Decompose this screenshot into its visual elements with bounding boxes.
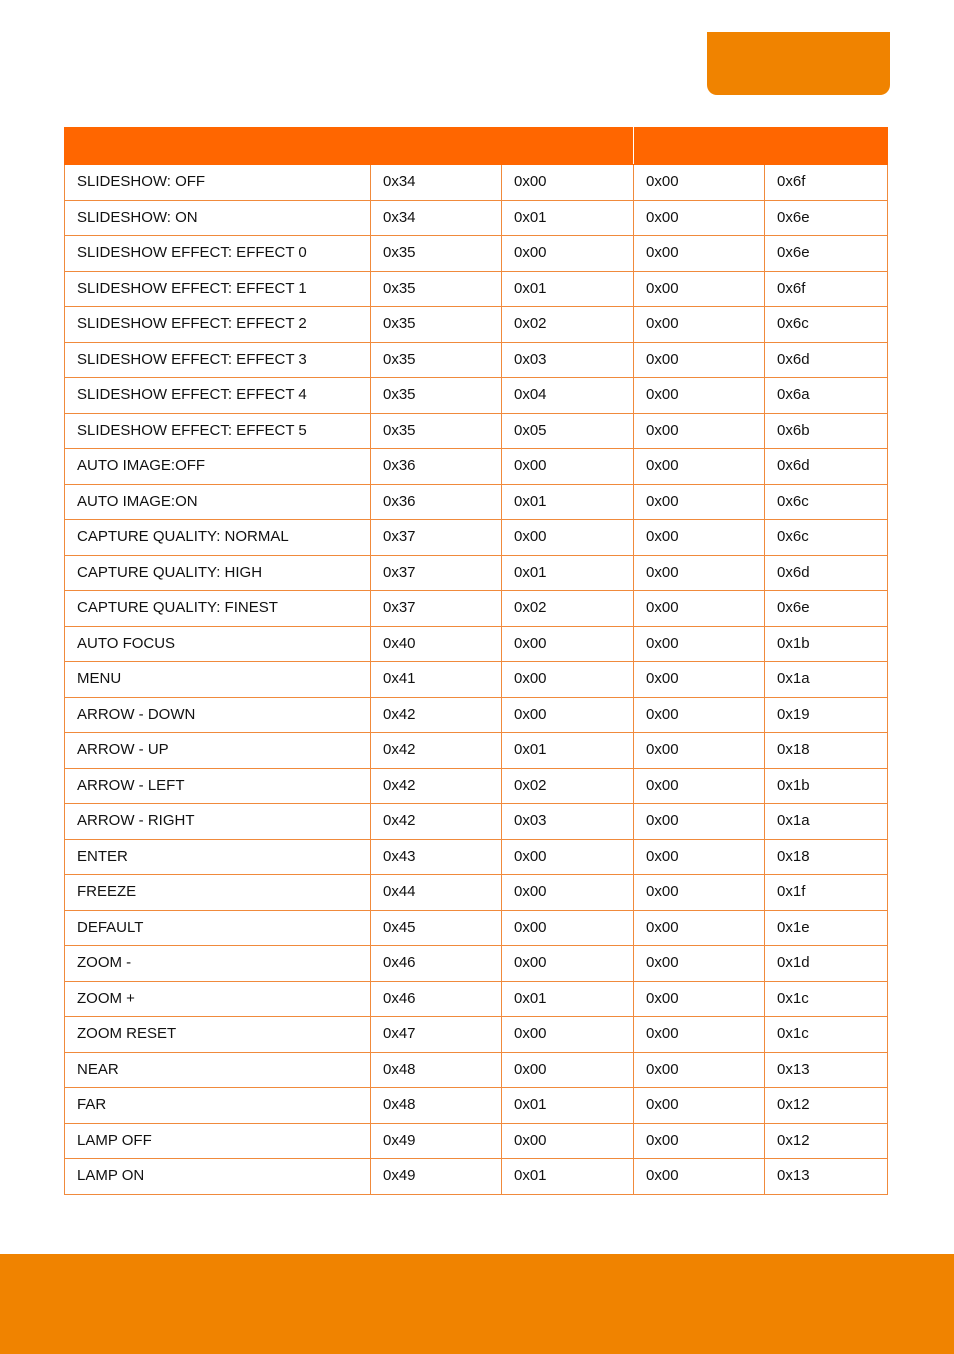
code-cell: 0x00 <box>502 839 634 875</box>
code-cell: 0x1c <box>765 1017 888 1053</box>
code-cell: 0x18 <box>765 839 888 875</box>
table-row <box>65 591 888 627</box>
table-row <box>65 342 888 378</box>
table-row <box>65 555 888 591</box>
command-name-cell: AUTO IMAGE:ON <box>65 484 371 520</box>
code-cell: 0x46 <box>371 981 502 1017</box>
table-row <box>65 413 888 449</box>
code-cell: 0x00 <box>634 768 765 804</box>
code-cell: 0x05 <box>502 413 634 449</box>
code-cell: 0x00 <box>634 697 765 733</box>
code-cell: 0x00 <box>502 1123 634 1159</box>
code-cell: 0x00 <box>502 165 634 201</box>
code-cell: 0x12 <box>765 1123 888 1159</box>
code-cell: 0x6f <box>765 165 888 201</box>
code-cell: 0x6c <box>765 484 888 520</box>
code-cell: 0x35 <box>371 236 502 272</box>
code-cell: 0x12 <box>765 1088 888 1124</box>
code-cell: 0x00 <box>502 910 634 946</box>
page-tab <box>707 32 890 95</box>
command-name-cell: ARROW - RIGHT <box>65 804 371 840</box>
command-name-cell: NEAR <box>65 1052 371 1088</box>
table-row <box>65 626 888 662</box>
code-cell: 0x35 <box>371 378 502 414</box>
code-cell: 0x37 <box>371 520 502 556</box>
code-cell: 0x43 <box>371 839 502 875</box>
code-cell: 0x00 <box>634 591 765 627</box>
code-cell: 0x6d <box>765 342 888 378</box>
code-cell: 0x01 <box>502 1159 634 1195</box>
code-cell: 0x35 <box>371 271 502 307</box>
command-name-cell: ZOOM - <box>65 946 371 982</box>
table-row <box>65 449 888 485</box>
command-name-cell: LAMP OFF <box>65 1123 371 1159</box>
code-cell: 0x00 <box>634 981 765 1017</box>
code-cell: 0x1f <box>765 875 888 911</box>
table-row <box>65 271 888 307</box>
code-cell: 0x46 <box>371 946 502 982</box>
code-cell: 0x37 <box>371 555 502 591</box>
code-cell: 0x00 <box>634 484 765 520</box>
header-group-left <box>65 128 634 165</box>
table-row <box>65 981 888 1017</box>
code-cell: 0x00 <box>634 342 765 378</box>
code-cell: 0x34 <box>371 165 502 201</box>
code-cell: 0x1c <box>765 981 888 1017</box>
command-name-cell: CAPTURE QUALITY: FINEST <box>65 591 371 627</box>
code-cell: 0x00 <box>634 1017 765 1053</box>
code-cell: 0x6e <box>765 236 888 272</box>
code-cell: 0x00 <box>502 626 634 662</box>
code-cell: 0x40 <box>371 626 502 662</box>
code-cell: 0x6e <box>765 200 888 236</box>
code-cell: 0x6e <box>765 591 888 627</box>
table-header-row <box>65 128 888 165</box>
code-cell: 0x00 <box>634 1088 765 1124</box>
code-cell: 0x00 <box>634 165 765 201</box>
table-row <box>65 1159 888 1195</box>
code-cell: 0x1a <box>765 662 888 698</box>
code-cell: 0x00 <box>502 946 634 982</box>
code-cell: 0x00 <box>634 307 765 343</box>
header-group-right <box>634 128 888 165</box>
table-row <box>65 946 888 982</box>
code-cell: 0x6c <box>765 307 888 343</box>
table-row <box>65 200 888 236</box>
code-cell: 0x13 <box>765 1052 888 1088</box>
code-cell: 0x00 <box>502 520 634 556</box>
code-cell: 0x00 <box>634 236 765 272</box>
table-row <box>65 1052 888 1088</box>
table-row <box>65 804 888 840</box>
code-cell: 0x1b <box>765 626 888 662</box>
code-cell: 0x00 <box>634 946 765 982</box>
code-cell: 0x00 <box>634 662 765 698</box>
table-row <box>65 662 888 698</box>
code-cell: 0x04 <box>502 378 634 414</box>
command-name-cell: CAPTURE QUALITY: HIGH <box>65 555 371 591</box>
code-cell: 0x00 <box>634 839 765 875</box>
code-cell: 0x18 <box>765 733 888 769</box>
code-cell: 0x19 <box>765 697 888 733</box>
code-cell: 0x00 <box>634 271 765 307</box>
code-cell: 0x35 <box>371 307 502 343</box>
code-cell: 0x6b <box>765 413 888 449</box>
code-cell: 0x00 <box>634 910 765 946</box>
code-cell: 0x02 <box>502 768 634 804</box>
code-cell: 0x01 <box>502 555 634 591</box>
code-cell: 0x01 <box>502 733 634 769</box>
code-cell: 0x00 <box>634 520 765 556</box>
code-cell: 0x02 <box>502 307 634 343</box>
code-cell: 0x1e <box>765 910 888 946</box>
code-cell: 0x45 <box>371 910 502 946</box>
code-cell: 0x48 <box>371 1088 502 1124</box>
command-name-cell: ARROW - UP <box>65 733 371 769</box>
code-cell: 0x6c <box>765 520 888 556</box>
code-cell: 0x6d <box>765 449 888 485</box>
code-cell: 0x00 <box>634 1159 765 1195</box>
code-cell: 0x6d <box>765 555 888 591</box>
command-name-cell: SLIDESHOW: ON <box>65 200 371 236</box>
code-cell: 0x00 <box>634 200 765 236</box>
code-cell: 0x42 <box>371 804 502 840</box>
code-cell: 0x00 <box>634 1123 765 1159</box>
command-name-cell: CAPTURE QUALITY: NORMAL <box>65 520 371 556</box>
command-name-cell: ZOOM RESET <box>65 1017 371 1053</box>
footer-band <box>0 1254 954 1354</box>
code-cell: 0x00 <box>634 626 765 662</box>
code-cell: 0x00 <box>502 1017 634 1053</box>
table-row <box>65 733 888 769</box>
code-cell: 0x00 <box>502 236 634 272</box>
command-name-cell: ZOOM + <box>65 981 371 1017</box>
command-name-cell: MENU <box>65 662 371 698</box>
code-cell: 0x00 <box>502 1052 634 1088</box>
code-cell: 0x00 <box>502 449 634 485</box>
code-cell: 0x42 <box>371 768 502 804</box>
code-cell: 0x1b <box>765 768 888 804</box>
command-name-cell: SLIDESHOW EFFECT: EFFECT 4 <box>65 378 371 414</box>
code-cell: 0x00 <box>634 555 765 591</box>
command-name-cell: LAMP ON <box>65 1159 371 1195</box>
code-cell: 0x49 <box>371 1159 502 1195</box>
code-cell: 0x00 <box>634 1052 765 1088</box>
table-body <box>65 165 888 1195</box>
code-cell: 0x41 <box>371 662 502 698</box>
code-cell: 0x01 <box>502 1088 634 1124</box>
table-row <box>65 484 888 520</box>
code-cell: 0x00 <box>634 413 765 449</box>
code-cell: 0x02 <box>502 591 634 627</box>
table-row <box>65 165 888 201</box>
code-cell: 0x47 <box>371 1017 502 1053</box>
table-row <box>65 875 888 911</box>
code-cell: 0x49 <box>371 1123 502 1159</box>
table-row <box>65 378 888 414</box>
code-cell: 0x00 <box>634 378 765 414</box>
code-cell: 0x48 <box>371 1052 502 1088</box>
command-name-cell: ARROW - LEFT <box>65 768 371 804</box>
code-cell: 0x00 <box>634 875 765 911</box>
table-row <box>65 236 888 272</box>
code-cell: 0x00 <box>502 875 634 911</box>
command-name-cell: AUTO FOCUS <box>65 626 371 662</box>
code-cell: 0x36 <box>371 484 502 520</box>
code-cell: 0x00 <box>634 449 765 485</box>
table-row <box>65 1017 888 1053</box>
table-row <box>65 768 888 804</box>
code-cell: 0x34 <box>371 200 502 236</box>
code-cell: 0x03 <box>502 804 634 840</box>
code-cell: 0x37 <box>371 591 502 627</box>
table-row <box>65 520 888 556</box>
table-row <box>65 839 888 875</box>
command-name-cell: SLIDESHOW EFFECT: EFFECT 3 <box>65 342 371 378</box>
command-name-cell: ENTER <box>65 839 371 875</box>
code-cell: 0x00 <box>502 662 634 698</box>
table-row <box>65 1123 888 1159</box>
code-cell: 0x00 <box>502 697 634 733</box>
code-cell: 0x03 <box>502 342 634 378</box>
code-cell: 0x35 <box>371 342 502 378</box>
command-name-cell: SLIDESHOW EFFECT: EFFECT 0 <box>65 236 371 272</box>
command-name-cell: ARROW - DOWN <box>65 697 371 733</box>
command-name-cell: FAR <box>65 1088 371 1124</box>
code-cell: 0x01 <box>502 981 634 1017</box>
command-name-cell: AUTO IMAGE:OFF <box>65 449 371 485</box>
code-cell: 0x42 <box>371 733 502 769</box>
command-name-cell: SLIDESHOW: OFF <box>65 165 371 201</box>
table-row <box>65 910 888 946</box>
code-cell: 0x35 <box>371 413 502 449</box>
code-cell: 0x1a <box>765 804 888 840</box>
table-row <box>65 1088 888 1124</box>
code-cell: 0x00 <box>634 733 765 769</box>
code-cell: 0x01 <box>502 271 634 307</box>
command-name-cell: SLIDESHOW EFFECT: EFFECT 5 <box>65 413 371 449</box>
code-cell: 0x6a <box>765 378 888 414</box>
code-cell: 0x44 <box>371 875 502 911</box>
table-row <box>65 307 888 343</box>
table-row <box>65 697 888 733</box>
command-name-cell: FREEZE <box>65 875 371 911</box>
command-name-cell: SLIDESHOW EFFECT: EFFECT 1 <box>65 271 371 307</box>
command-table <box>64 127 888 1195</box>
code-cell: 0x6f <box>765 271 888 307</box>
code-cell: 0x13 <box>765 1159 888 1195</box>
command-name-cell: DEFAULT <box>65 910 371 946</box>
code-cell: 0x00 <box>634 804 765 840</box>
code-cell: 0x01 <box>502 200 634 236</box>
code-cell: 0x01 <box>502 484 634 520</box>
code-cell: 0x36 <box>371 449 502 485</box>
command-name-cell: SLIDESHOW EFFECT: EFFECT 2 <box>65 307 371 343</box>
code-cell: 0x1d <box>765 946 888 982</box>
code-cell: 0x42 <box>371 697 502 733</box>
